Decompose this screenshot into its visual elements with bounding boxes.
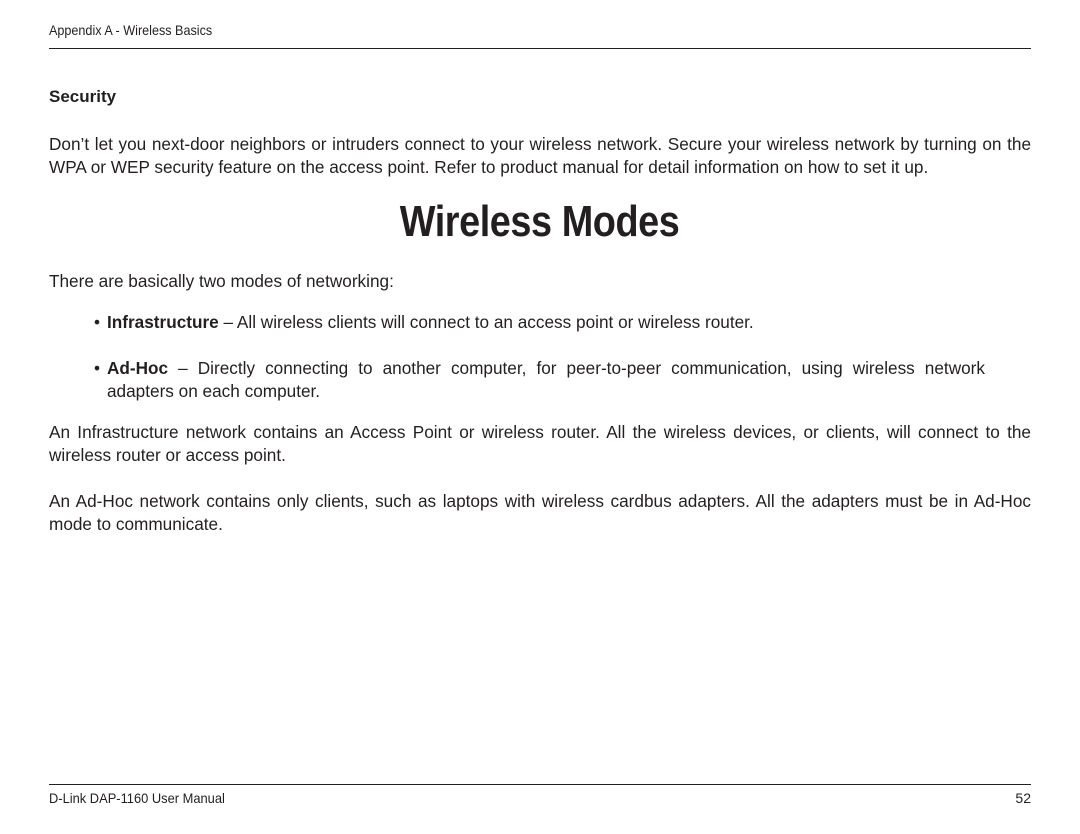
footer-manual-title: D-Link DAP-1160 User Manual [49, 790, 225, 806]
adhoc-paragraph: An Ad-Hoc network contains only clients, such as laptops with wireless cardbus adapters. All the adapters must be in Ad-Hoc mode to communicate. [49, 491, 1031, 534]
modes-intro: There are basically two modes of networking: [49, 271, 394, 291]
bullet-marker: • [94, 358, 101, 378]
page-number: 52 [1015, 790, 1031, 806]
page-title-text: Wireless Modes [400, 197, 680, 246]
security-heading: Security [49, 87, 117, 106]
bullet-text-infrastructure: – All wireless clients will connect to an access point or wireless router. [218, 312, 754, 332]
bullet-infrastructure [94, 311, 974, 334]
running-header: Appendix A - Wireless Basics [49, 22, 213, 38]
bullet-term-adhoc: Ad-Hoc [107, 358, 169, 378]
bullet-text-adhoc: – Directly connecting to another computer, for peer-to-peer communication, using wireless network adapters on each computer. [107, 358, 985, 401]
footer-divider [49, 784, 1031, 785]
bullet-term-infrastructure: Infrastructure [107, 312, 219, 332]
bullet-marker: • [94, 312, 101, 332]
security-paragraph: Don’t let you next-door neighbors or intruders connect to your wireless network. Secure your wireless network by turning on the WPA or WEP security feature on the access point. Refer to product manual for detail information on how to set it up. [49, 134, 1031, 177]
header-divider [49, 48, 1031, 49]
infrastructure-paragraph: An Infrastructure network contains an Access Point or wireless router. All the wireless devices, or clients, will connect to the wireless router or access point. [49, 422, 1031, 465]
bullet-adhoc [94, 357, 985, 403]
page-title [0, 194, 1080, 250]
